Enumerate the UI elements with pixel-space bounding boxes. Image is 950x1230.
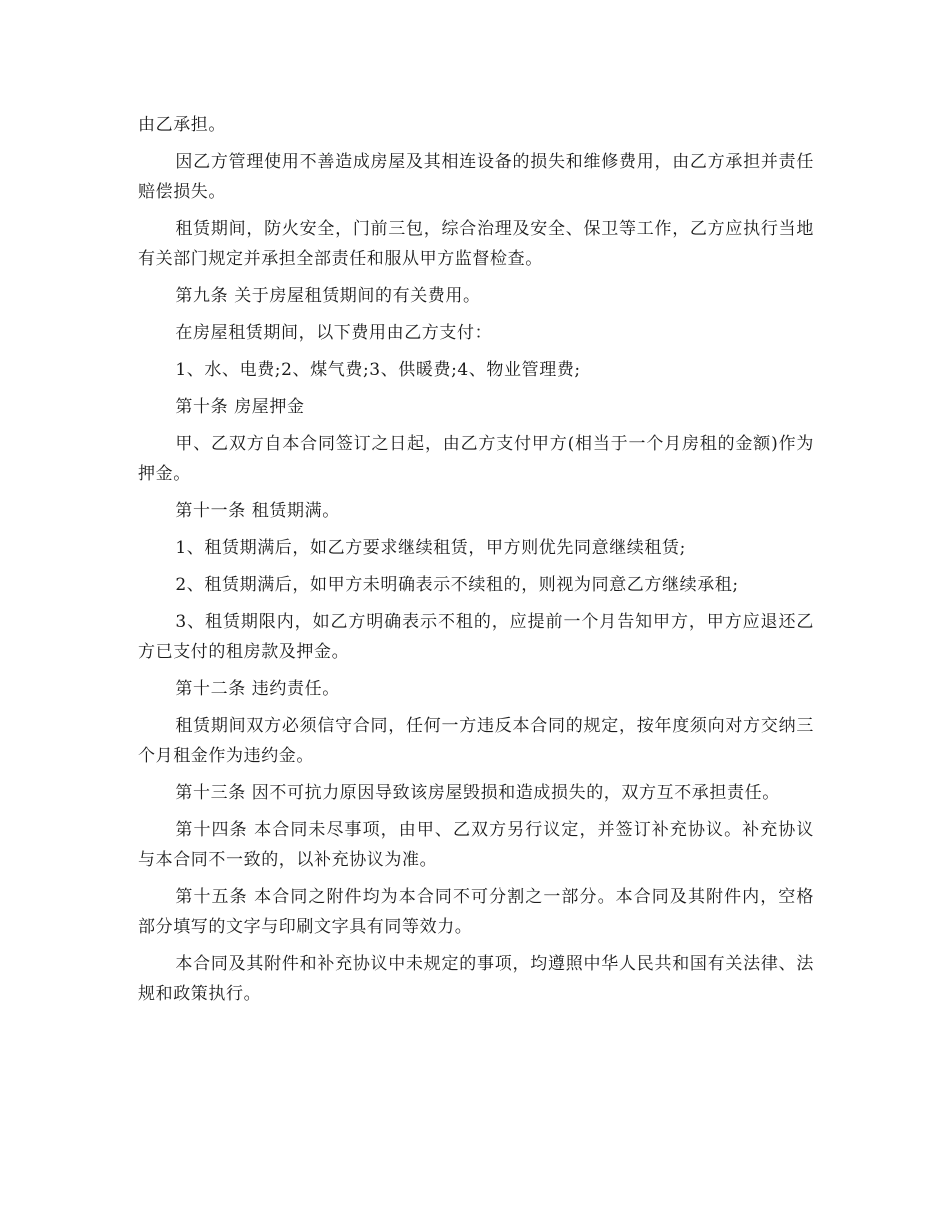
article-11-heading: 第十一条 租赁期满。 [175,501,340,521]
paragraph-14: 租赁期间双方必须信守合同，任何一方违反本合同的规定，按年度须向对方交纳三个月租金作为违约金。 [138,716,814,766]
paragraph-1: 由乙承担。 [138,115,226,135]
article-11-item-2: 2、租赁期满后，如甲方未明确表示不续租的，则视为同意乙方继续承租; [175,575,739,595]
paragraph-3: 租赁期间，防火安全，门前三包，综合治理及安全、保卫等工作，乙方应执行当地有关部门规定并承担全部责任和服从甲方监督检查。 [138,219,814,269]
article-11-item-1: 1、租赁期满后，如乙方要求继续租赁，甲方则优先同意继续租赁; [175,538,686,558]
article-9-heading: 第九条 关于房屋租赁期间的有关费用。 [175,286,481,306]
article-15: 第十五条 本合同之附件均为本合同不可分割之一部分。本合同及其附件内，空格部分填写的文字与印刷文字具有同等效力。 [138,887,814,937]
article-12-heading: 第十二条 违约责任。 [175,679,340,699]
paragraph-5: 在房屋租赁期间，以下费用由乙方支付： [175,323,493,343]
paragraph-2: 因乙方管理使用不善造成房屋及其相连设备的损失和维修费用，由乙方承担并责任赔偿损失。 [138,152,814,202]
fee-list: 1、水、电费;2、煤气费;3、供暖费;4、物业管理费; [175,360,581,380]
article-13: 第十三条 因不可抗力原因导致该房屋毁损和造成损失的，双方互不承担责任。 [175,783,780,803]
document-body [138,110,814,1016]
article-11-item-3: 3、租赁期限内，如乙方明确表示不租的，应提前一个月告知甲方，甲方应退还乙方已支付的租房款及押金。 [138,612,814,662]
paragraph-8: 甲、乙双方自本合同签订之日起，由乙方支付甲方(相当于一个月房租的金额)作为押金。 [138,434,814,484]
article-14: 第十四条 本合同未尽事项，由甲、乙双方另行议定，并签订补充协议。补充协议与本合同不一致的，以补充协议为准。 [138,820,814,870]
paragraph-18: 本合同及其附件和补充协议中未规定的事项，均遵照中华人民共和国有关法律、法规和政策执行。 [138,954,814,1004]
article-10-heading: 第十条 房屋押金 [175,397,305,417]
